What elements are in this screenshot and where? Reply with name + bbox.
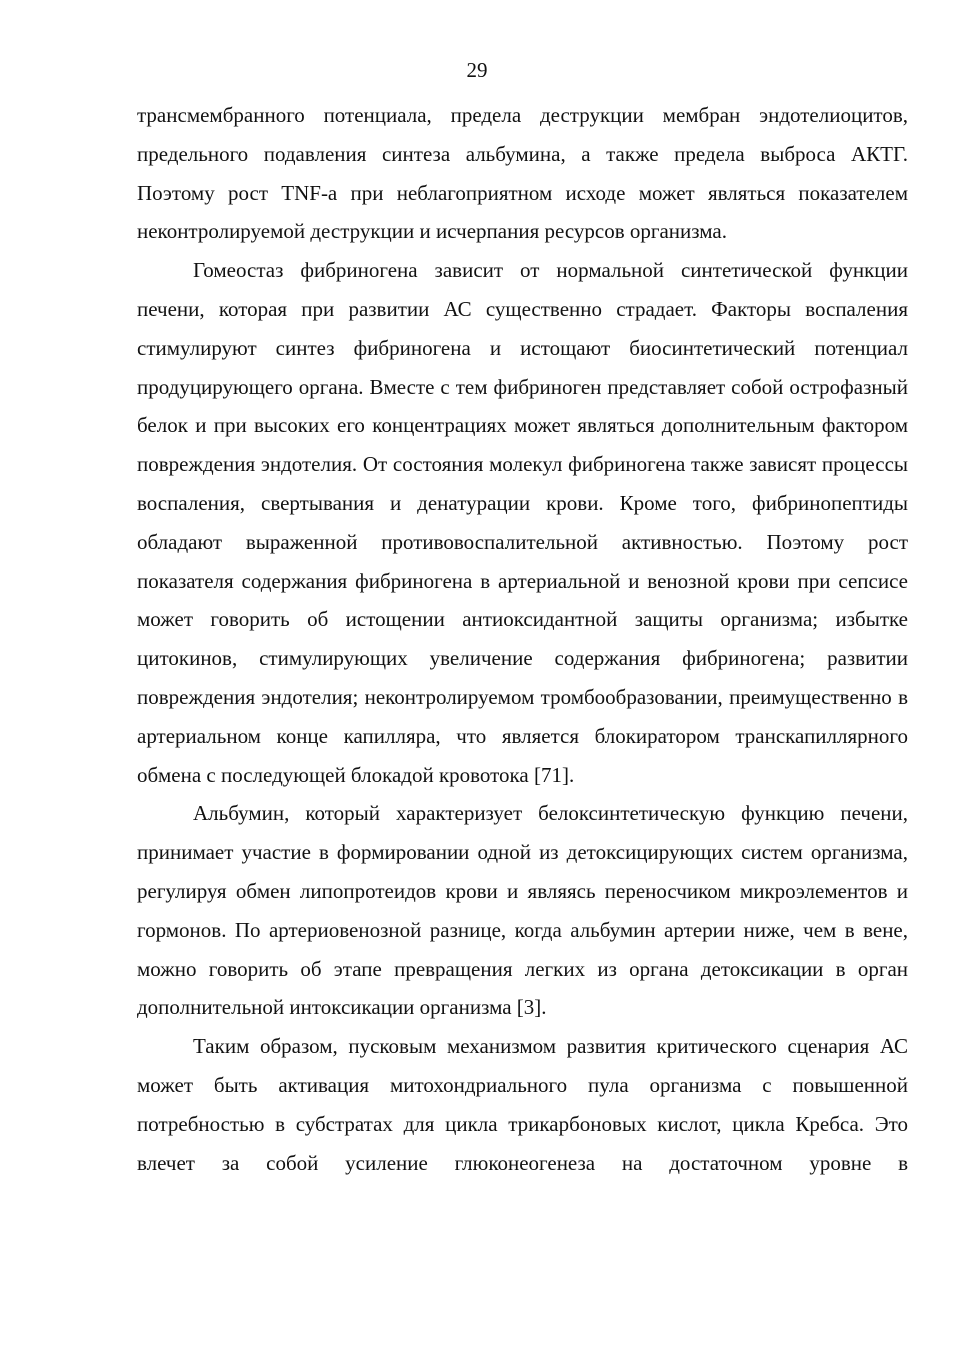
page-number: 29 [466, 58, 488, 82]
paragraph-albumin: Альбумин, который характеризует белоксинтетическую функцию печени, принимает участие в формировании одной из детоксицирующих систем организма, регулируя обмен липопротеидов крови и являясь переносчиком микроэлементов и гормонов. По артериовенозной разнице, когда альбумин артерии ниже, чем в вене, можно говорить об этапе превращения легких из органа детоксикации в орган дополнительной интоксикации организма [3]. [137, 801, 908, 1020]
paragraph-fibrinogen: Гомеостаз фибриногена зависит от нормальной синтетической функции печени, которая при развитии АС существенно страдает. Факторы воспаления стимулируют синтез фибриногена и истощают биосинтетический потенциал продуцирующего органа. Вместе с тем фибриноген представляет собой острофазный белок и при высоких его концентрациях может являться дополнительным фактором повреждения эндотелия. От состояния молекул фибриногена также зависят процессы воспаления, свертывания и денатурации крови. Кроме того, фибринопептиды обладают выраженной противовоспалительной активностью. Поэтому рост показателя содержания фибриногена в артериальной и венозной крови при сепсисе может говорить об истощении антиоксидантной защиты организма; избытке цитокинов, стимулирующих увеличение содержания фибриногена; развитии повреждения эндотелия; неконтролируемом тромбообразовании, преимущественно в артериальном конце капилляра, что является блокиратором транскапиллярного обмена с последующей блокадой кровотока [71]. [137, 258, 908, 787]
paragraph-continuation: трансмембранного потенциала, предела деструкции мембран эндотелиоцитов, предельного подавления синтеза альбумина, а также предела выброса АКТГ. Поэтому рост TNF-a при неблагоприятном исходе может являться показателем неконтролируемой деструкции и исчерпания ресурсов организма. [137, 103, 908, 244]
document-body [137, 96, 908, 1182]
paragraph-conclusion: Таким образом, пусковым механизмом развития критического сценария АС может быть активация митохондриального пула организма с повышенной потребностью в субстратах для цикла трикарбоновых кислот, цикла Кребса. Это влечет за собой усиление глюконеогенеза на достаточном уровне в [137, 1034, 908, 1175]
